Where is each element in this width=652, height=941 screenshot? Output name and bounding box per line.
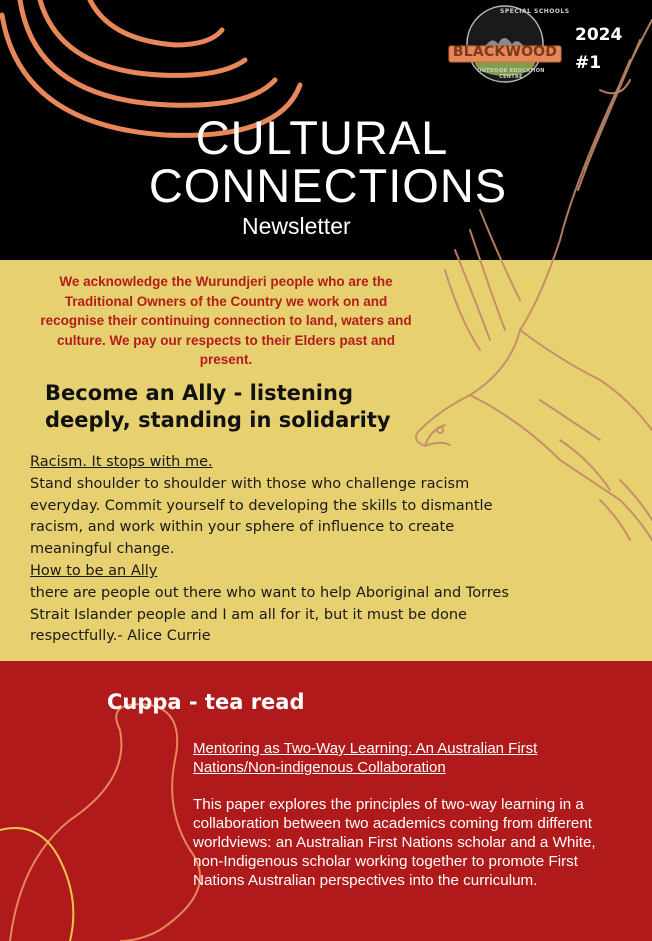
logo-name: BLACKWOOD bbox=[452, 44, 558, 60]
title-line-1: CULTURAL bbox=[195, 111, 449, 164]
ally-heading: Become an Ally - listening deeply, standing in solidarity bbox=[45, 381, 391, 432]
subtitle: Newsletter bbox=[242, 213, 351, 239]
racism-link[interactable]: Racism. It stops with me. bbox=[30, 454, 213, 470]
racism-paragraph: Stand shoulder to shoulder with those who challenge racism everyday. Commit yourself to developing the skills to dismantle racism, and work within your sphere of influence to create meaningful change. bbox=[30, 475, 493, 558]
ally-body bbox=[30, 452, 510, 648]
issue-label: #1 bbox=[575, 53, 602, 73]
ally-paragraph: there are people out there who want to help Aboriginal and Torres Strait Islander people and I am all for it, but it must be done respectfully.- Alice Currie bbox=[30, 584, 509, 645]
paper-summary: This paper explores the principles of two-way learning in a collaboration between two academics coming from different worldviews: an Australian First Nations scholar and a White, non-Indigenous scholar working together to promote First Nations Australian perspectives into the curriculum. bbox=[193, 796, 596, 889]
logo-bottom-text: OUTDOOR EDUCATION CENTRE bbox=[477, 68, 545, 80]
ally-link[interactable]: How to be an Ally bbox=[30, 562, 158, 579]
cuppa-heading: Cuppa - tea read bbox=[107, 690, 305, 714]
logo-top-text: SPECIAL SCHOOLS bbox=[500, 8, 570, 15]
year-label: 2024 bbox=[575, 25, 623, 45]
paper-title-link[interactable]: Mentoring as Two-Way Learning: An Australian First Nations/Non-indigenous Collaboration bbox=[193, 740, 538, 776]
acknowledgement-of-country: We acknowledge the Wurundjeri people who are the Traditional Owners of the Country we work on and recognise their continuing connection to land, waters and culture. We pay our respects to their Elders past and present. bbox=[40, 274, 412, 367]
title-line-2: CONNECTIONS bbox=[148, 159, 508, 212]
